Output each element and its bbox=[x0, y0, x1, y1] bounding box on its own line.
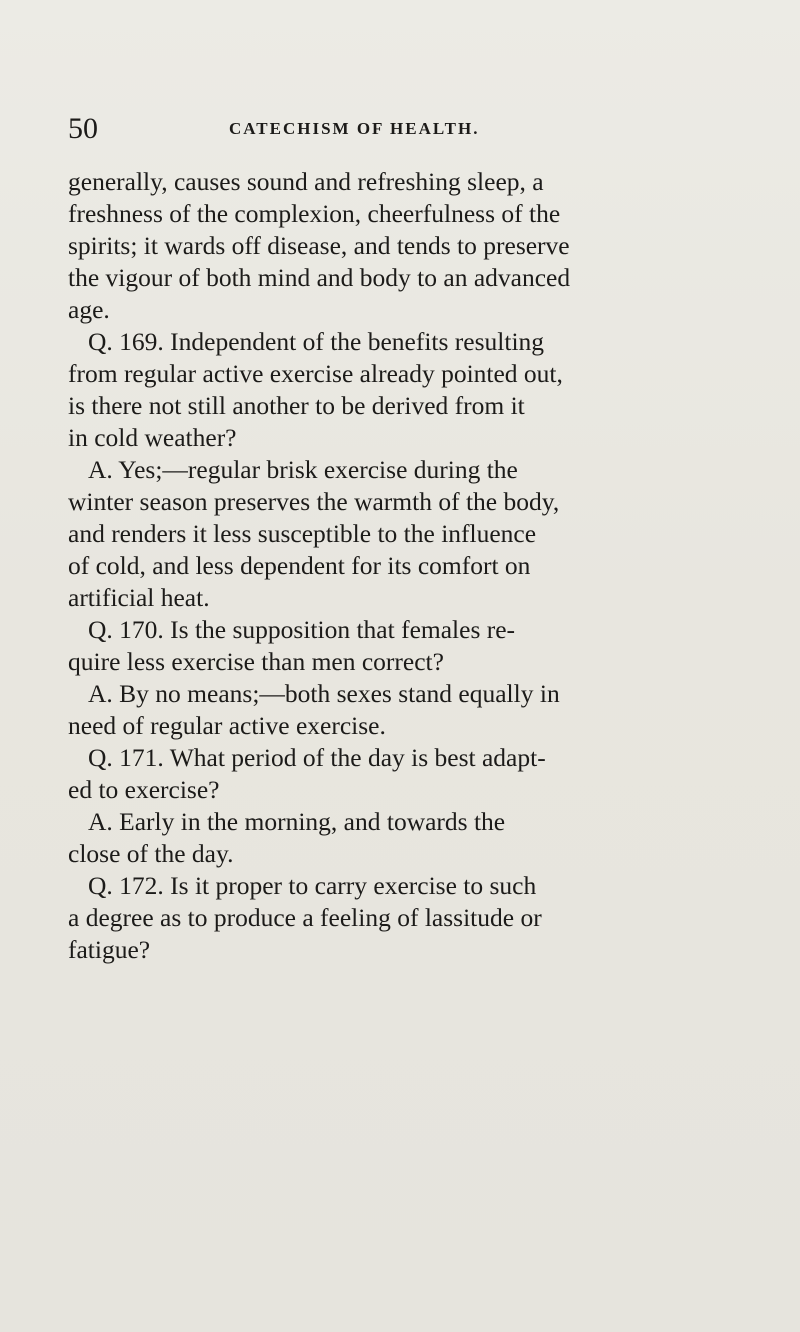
text-line: a degree as to produce a feeling of lassitude or bbox=[68, 903, 542, 932]
text-line: ed to exercise? bbox=[68, 775, 220, 804]
text-line: quire less exercise than men correct? bbox=[68, 647, 444, 676]
text-line: the vigour of both mind and body to an advanced bbox=[68, 263, 571, 292]
question-169 bbox=[68, 326, 714, 454]
text-line: generally, causes sound and refreshing sleep, a bbox=[68, 167, 544, 196]
text-line: need of regular active exercise. bbox=[68, 711, 386, 740]
text-line: freshness of the complexion, cheerfulness of the bbox=[68, 199, 561, 228]
question-170 bbox=[68, 614, 714, 678]
page-header bbox=[68, 112, 714, 148]
text-line: Q. 169. Independent of the benefits resulting bbox=[88, 327, 545, 356]
text-line: A. Early in the morning, and towards the bbox=[88, 807, 506, 836]
text-line: of cold, and less dependent for its comfort on bbox=[68, 551, 531, 580]
body-text bbox=[68, 166, 714, 966]
question-171 bbox=[68, 742, 714, 806]
text-line: spirits; it wards off disease, and tends to preserve bbox=[68, 231, 570, 260]
text-line: A. By no means;—both sexes stand equally in bbox=[88, 679, 560, 708]
text-line: Q. 172. Is it proper to carry exercise to such bbox=[88, 871, 537, 900]
text-line: close of the day. bbox=[68, 839, 234, 868]
text-line: artificial heat. bbox=[68, 583, 210, 612]
text-line: age. bbox=[68, 295, 110, 324]
answer-169 bbox=[68, 454, 714, 614]
text-line: Q. 171. What period of the day is best adapt- bbox=[88, 743, 546, 772]
question-172 bbox=[68, 870, 714, 966]
page-number: 50 bbox=[68, 112, 98, 145]
running-head: CATECHISM OF HEALTH. bbox=[229, 119, 480, 138]
text-line: and renders it less susceptible to the influence bbox=[68, 519, 537, 548]
text-line: winter season preserves the warmth of the body, bbox=[68, 487, 560, 516]
paragraph-continuation bbox=[68, 166, 714, 326]
text-line: in cold weather? bbox=[68, 423, 237, 452]
answer-170 bbox=[68, 678, 714, 742]
answer-171 bbox=[68, 806, 714, 870]
text-line: Q. 170. Is the supposition that females re- bbox=[88, 615, 516, 644]
text-line: is there not still another to be derived from it bbox=[68, 391, 525, 420]
text-line: fatigue? bbox=[68, 935, 151, 964]
text-line: A. Yes;—regular brisk exercise during the bbox=[88, 455, 518, 484]
text-line: from regular active exercise already pointed out, bbox=[68, 359, 563, 388]
